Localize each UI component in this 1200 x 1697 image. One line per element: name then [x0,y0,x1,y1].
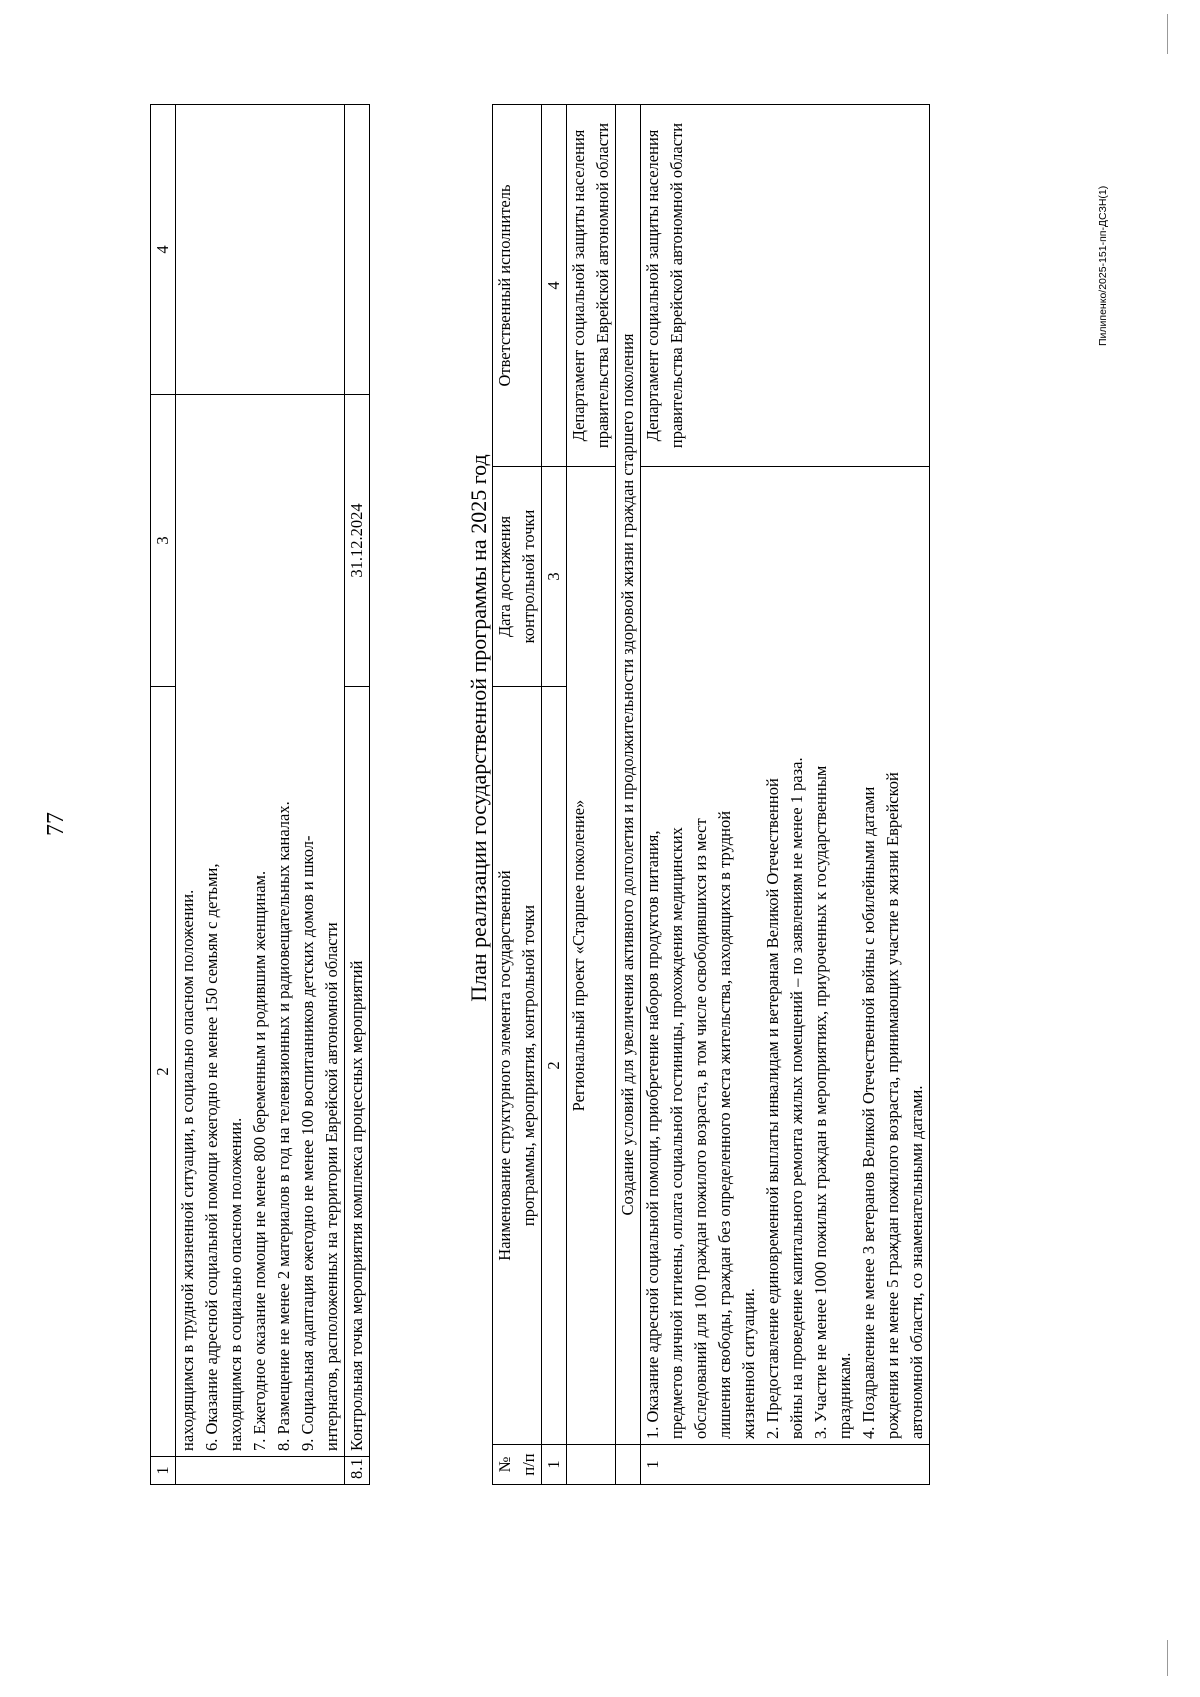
col-number: 2 [542,687,567,1445]
col-number: 1 [151,1457,176,1485]
project-name: Региональный проект «Старшее поколение» [567,467,616,1445]
activities-cell [641,467,930,1445]
row-num-cell [616,1445,641,1485]
text-line: находящимся в трудной жизненной ситуации, в социально опасном положении. [178,889,197,1451]
text-line: войны на проведение капитального ремонта жилых помещений – по заявлениям не менее 1 раза. [787,757,806,1439]
control-point-name: Контрольная точка мероприятия комплекса процессных мероприятий [345,687,370,1457]
task-text: Создание условий для увеличения активного долголетия и продолжительности здоровой жизни граждан старшего поколения [616,105,641,1445]
text-line: лишения свободы, граждан без определенного места жительства, находящихся в трудной [715,810,734,1439]
text-line: 1. Оказание адресной социальной помощи, приобретение наборов продуктов питания, [643,830,662,1439]
control-point-date: 31.12.2024 [345,395,370,687]
col-number: 2 [151,687,176,1457]
project-row [567,105,616,1485]
col-number: 4 [151,105,176,395]
header-row [493,105,542,1485]
header-num: № п/п [493,1445,542,1485]
text-line: 3. Участие не менее 1000 пожилых граждан в мероприятиях, приуроченных к государственным [811,765,830,1439]
scan-edge-mark [1167,1640,1168,1676]
text-line: предметов личной гигиены, оплата социальной гостиницы, прохождения медицинских [667,827,686,1439]
document-code: Пилипенко/2025-151-пп-ДСЗН(1) [1097,185,1109,346]
col-number: 1 [542,1445,567,1485]
text-line: жизненной ситуации. [739,1288,758,1439]
text-line: 6. Оказание адресной социальной помощи ежегодно не менее 150 семьям с детьми, [202,863,221,1451]
plan-heading: План реализации государственной программы на 2025 год [466,454,491,1002]
column-number-row [542,105,567,1485]
text-line: автономной области, со знаменательными датами. [907,1085,926,1439]
row-num-cell [567,1445,616,1485]
header-executor: Ответственный исполнитель [493,105,542,467]
continued-table [150,104,370,1485]
plan-table [492,104,930,1485]
continued-row [176,105,345,1485]
row-num-cell: 1 [641,1445,930,1485]
text-line: находящимся в социально опасном положении. [226,1117,245,1451]
executor-cell [176,105,345,395]
continued-text-cell [176,395,345,1457]
text-line: праздникам. [835,1352,854,1439]
header-date: Дата достижения контрольной точки [493,467,542,687]
col-number: 3 [151,395,176,687]
col-number: 3 [542,467,567,687]
text-line: 2. Предоставление единовременной выплаты инвалидам и ветеранам Великой Отечественной [763,778,782,1439]
task-row [616,105,641,1485]
text-line: 4. Поздравление не менее 3 ветеранов Великой Отечественной войны с юбилейными датами [859,786,878,1439]
table-row [345,105,370,1485]
row-num-cell: 8.1 [345,1457,370,1485]
continued-table-wrapper [150,104,370,1485]
executor-cell: Департамент социальной защиты населения правительства Еврейской автономной области [567,105,616,467]
col-number: 4 [542,105,567,467]
row-num-cell [176,1457,345,1485]
text-line: рождения и не менее 5 граждан пожилого возраста, принимающих участие в жизни Еврейской [883,772,902,1439]
page-number: 77 [43,812,69,836]
text-line: 8. Размещение не менее 2 материалов в год на телевизионных и радиовещательных каналах. [274,801,293,1451]
plan-table-wrapper [492,104,930,1485]
column-number-row [151,105,176,1485]
table-row [641,105,930,1485]
scan-edge-mark [1167,14,1168,54]
text-line: 7. Ежегодное оказание помощи не менее 800 беременным и родившим женщинам. [250,870,269,1451]
executor-cell [345,105,370,395]
text-line: обследований для 100 граждан пожилого возраста, в том числе освободившихся из мест [691,818,710,1439]
text-line: 9. Социальная адаптация ежегодно не менее 100 воспитанников детских домов и школ- [298,835,317,1451]
header-name: Наименование структурного элемента государственной программы, мероприятия, контрольной точки [493,687,542,1445]
text-line: интернатов, расположенных на территории Еврейской автономной области [322,922,341,1451]
executor-cell: Департамент социальной защиты населения правительства Еврейской автономной области [641,105,930,467]
